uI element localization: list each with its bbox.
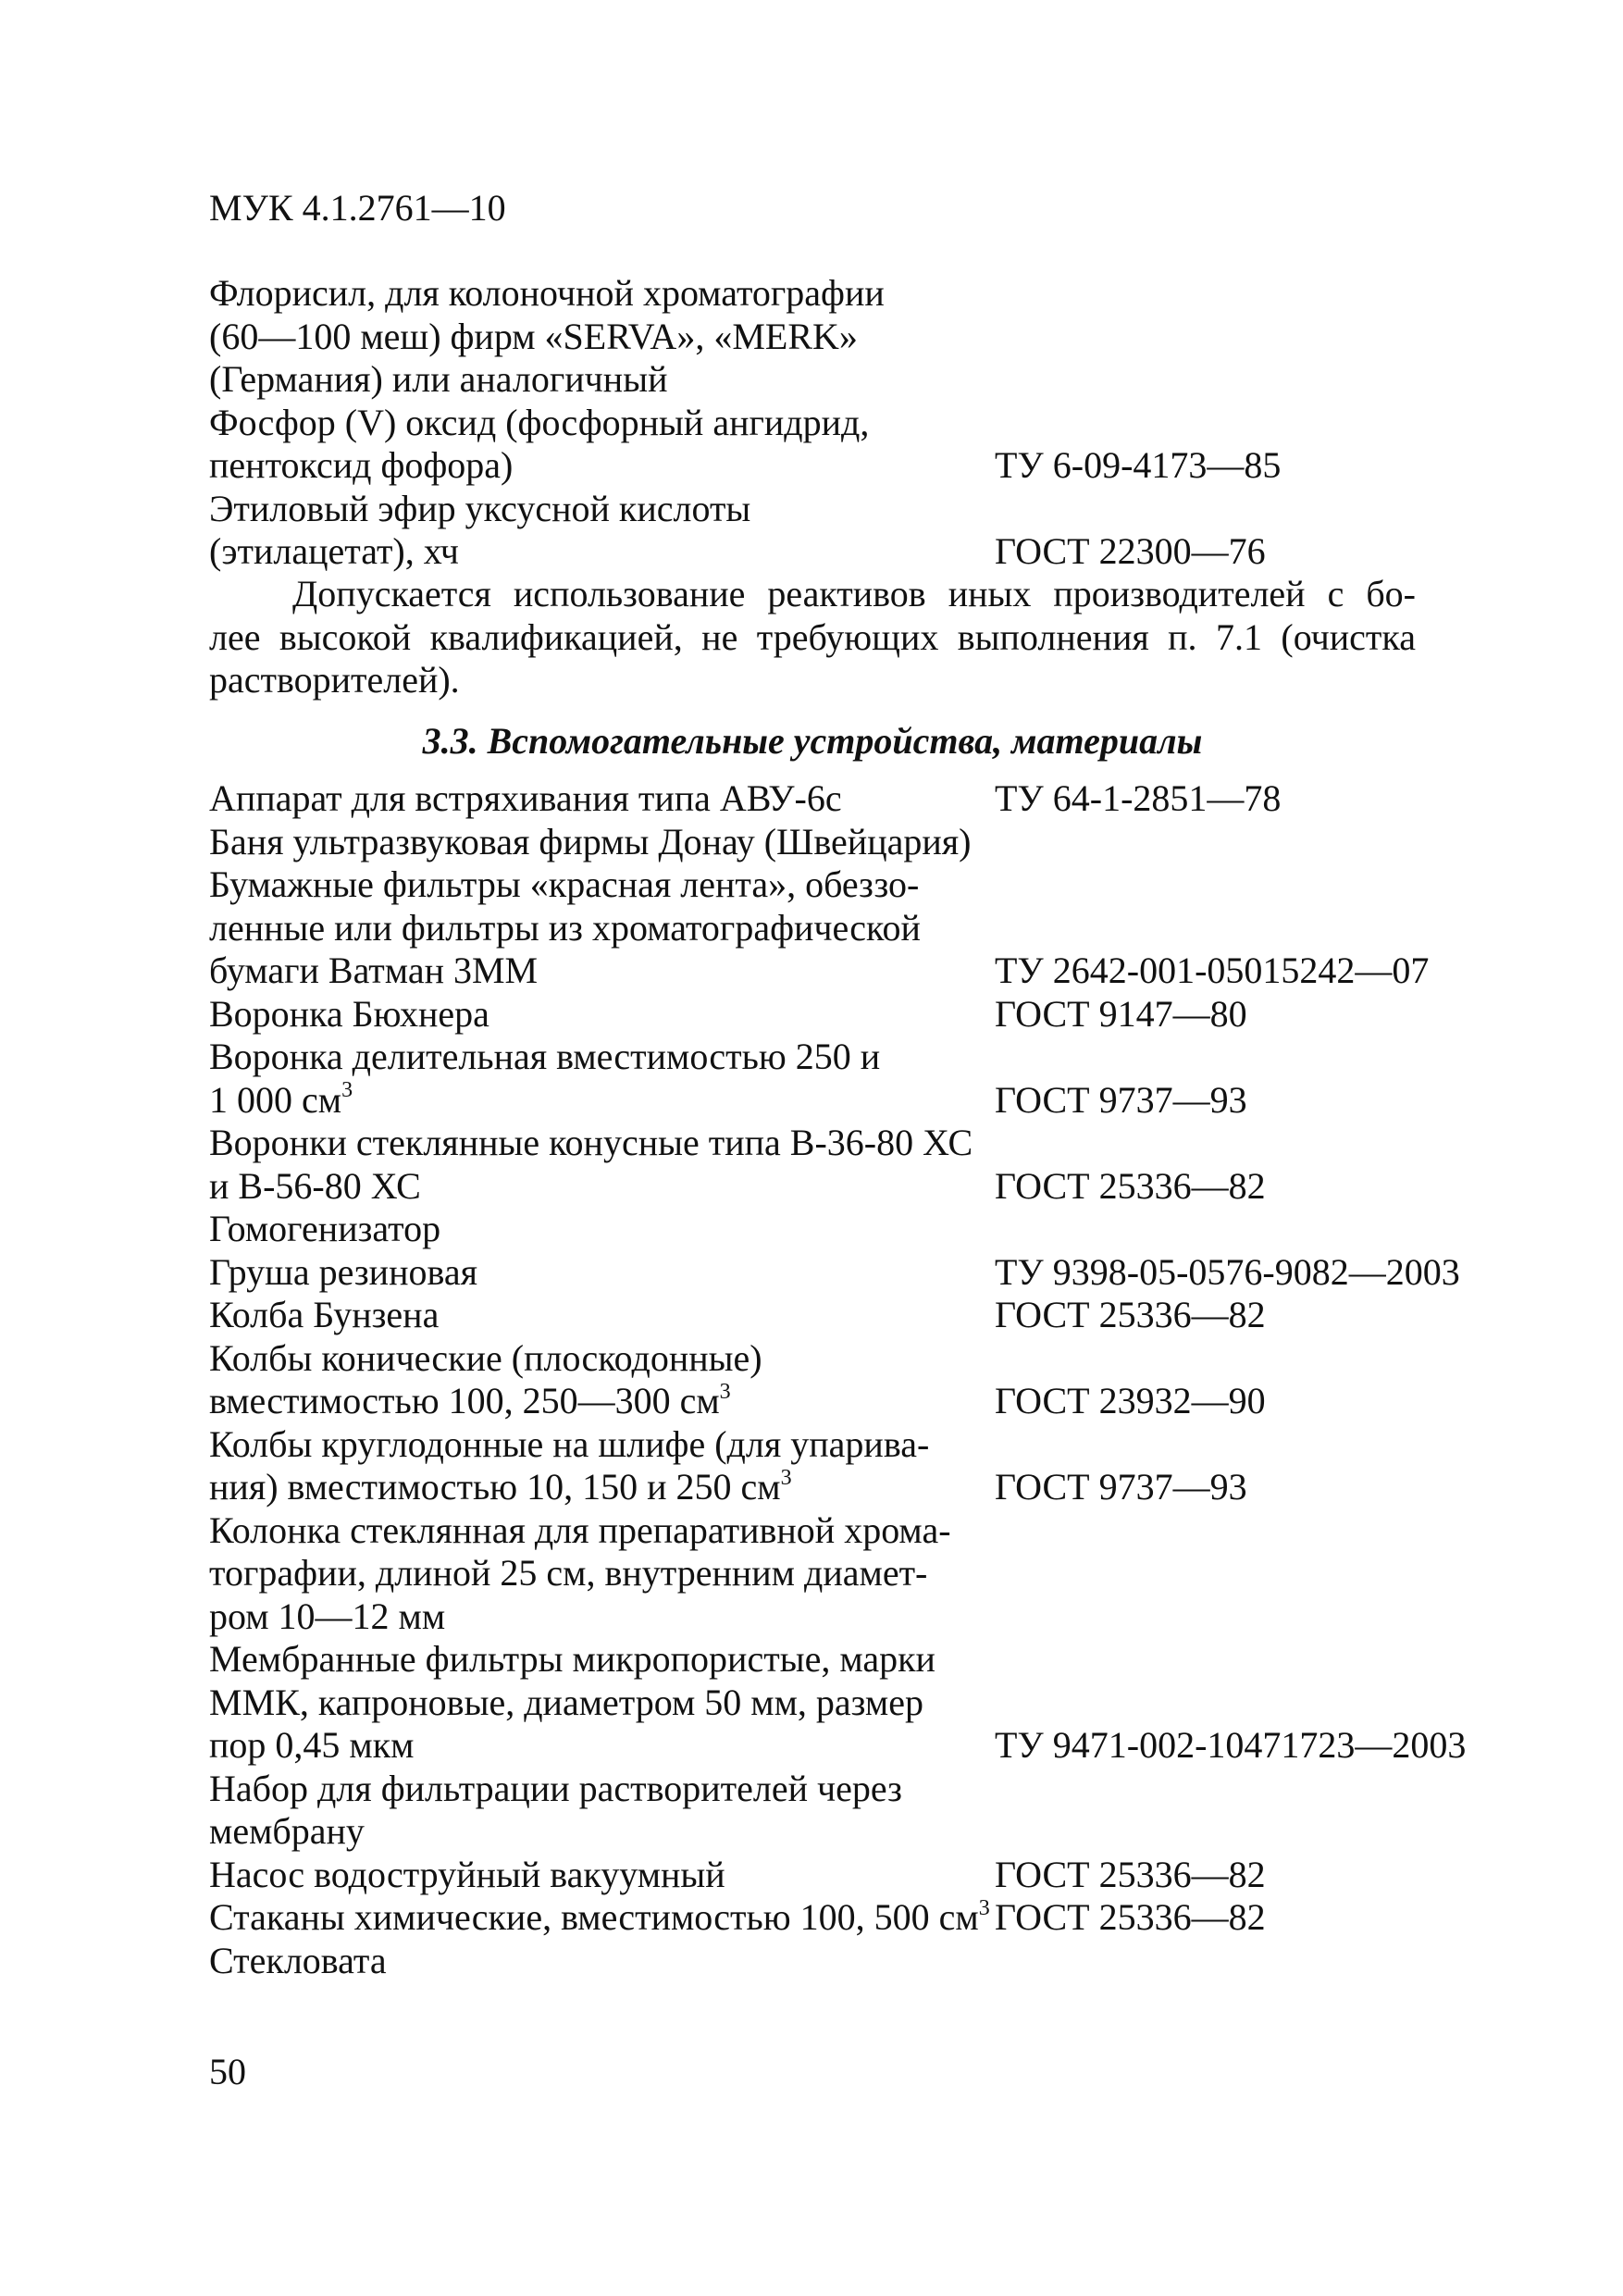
item-name — [209, 821, 1000, 864]
item-line-text: Стаканы химические, вместимостью 100, 500 см — [209, 1896, 979, 1938]
item-line: (Германия) или аналогичный — [209, 358, 668, 400]
item-line: ММК, капроновые, диаметром 50 мм, размер — [209, 1681, 923, 1723]
list-item — [209, 1854, 1449, 1897]
equipment-list — [209, 777, 1467, 1982]
item-standard: ТУ 6-09-4173—85 — [995, 444, 1282, 486]
list-item — [209, 1337, 1449, 1423]
item-line: бумаги Ватман 3ММ — [209, 949, 539, 991]
list-item — [209, 1122, 1449, 1208]
item-standard: ГОСТ 25336—82 — [995, 1853, 1266, 1895]
item-name — [209, 1036, 1000, 1122]
item-line: Флорисил, для колоночной хроматографии — [209, 272, 885, 314]
item-line-text: 1 000 см — [209, 1078, 342, 1121]
item-line-text: ния) вместимостью 10, 150 и 250 см — [209, 1466, 781, 1508]
item-name — [209, 1940, 1000, 1983]
item-line: ром 10—12 мм — [209, 1595, 446, 1637]
item-name — [209, 1509, 1000, 1639]
item-line: пор 0,45 мкм — [209, 1724, 415, 1766]
item-standard: ГОСТ 22300—76 — [995, 530, 1266, 572]
item-standard: ТУ 2642-001-05015242—07 — [995, 949, 1430, 991]
note-line: растворителей). — [209, 659, 460, 701]
item-line: ленные или фильтры из хроматографической — [209, 906, 921, 949]
item-standard: ТУ 9471-002-10471723—2003 — [995, 1724, 1467, 1766]
item-name — [209, 1896, 1000, 1940]
document-code: МУК 4.1.2761—10 — [209, 187, 506, 229]
list-item — [209, 1940, 1449, 1983]
list-item — [209, 1896, 1449, 1940]
item-line: Колбы конические (плоскодонные) — [209, 1336, 762, 1379]
item-name — [209, 488, 1000, 574]
item-line: Мембранные фильтры микропористые, марки — [209, 1638, 935, 1680]
item-line: Насос водоструйный вакуумный — [209, 1853, 725, 1895]
item-line: Набор для фильтрации растворителей через — [209, 1767, 902, 1809]
list-item — [209, 821, 1449, 864]
list-item — [209, 1036, 1449, 1122]
item-line: (60—100 меш) фирм «SERVA», «MERK» — [209, 315, 858, 357]
note-line: лее высокой квалификацией, не требующих выполнения п. 7.1 (очистка — [209, 615, 1416, 658]
item-standard: ГОСТ 25336—82 — [995, 1896, 1266, 1938]
superscript: 3 — [978, 1895, 990, 1920]
list-item — [209, 1294, 1449, 1337]
list-item — [209, 272, 1449, 402]
list-item — [209, 993, 1449, 1036]
item-line — [209, 1466, 1000, 1509]
item-line — [209, 1896, 1000, 1940]
list-item — [209, 1250, 1460, 1295]
item-name — [209, 1423, 1000, 1509]
item-line: Воронка делительная вместимостью 250 и — [209, 1036, 881, 1077]
item-name — [209, 1294, 1000, 1337]
superscript: 3 — [719, 1379, 731, 1404]
item-line: Воронки стеклянные конусные типа В-36-80 ХС — [209, 1122, 973, 1163]
item-name — [209, 1122, 1000, 1208]
list-item — [209, 1509, 1449, 1639]
item-line-text: вместимостью 100, 250—300 см — [209, 1380, 720, 1421]
list-item — [209, 402, 1449, 488]
item-name — [209, 1251, 1000, 1295]
item-standard: ТУ 9398-05-0576-9082—2003 — [995, 1250, 1460, 1293]
note-line: Допускается использование реактивов иных производителей с бо- — [292, 573, 1416, 614]
item-name — [209, 402, 1000, 488]
item-standard: ГОСТ 9737—93 — [995, 1078, 1247, 1121]
item-standard: ТУ 64-1-2851—78 — [995, 777, 1282, 819]
item-name — [209, 1638, 1000, 1768]
list-item — [209, 1423, 1449, 1509]
item-standard: ГОСТ 25336—82 — [995, 1164, 1266, 1207]
item-line: Стекловата — [209, 1939, 387, 1981]
list-item — [209, 1768, 1449, 1854]
item-line: Колбы круглодонные на шлифе (для упарива- — [209, 1422, 930, 1465]
list-item — [209, 488, 1449, 574]
item-standard: ГОСТ 9147—80 — [995, 992, 1247, 1035]
item-standard: ГОСТ 25336—82 — [995, 1294, 1266, 1335]
item-line: пентоксид фофора) — [209, 444, 514, 486]
item-name — [209, 863, 1000, 993]
superscript: 3 — [341, 1078, 353, 1103]
list-item — [209, 1638, 1467, 1768]
list-item — [209, 777, 1449, 821]
item-line: (этилацетат), хч — [209, 530, 459, 572]
reagent-list — [209, 272, 1449, 574]
item-line: Фосфор (V) оксид (фосфорный ангидрид, — [209, 401, 870, 443]
list-item — [209, 1208, 1449, 1251]
item-name — [209, 777, 1000, 821]
section-heading: 3.3. Вспомогательные устройства, материалы — [422, 720, 1203, 762]
item-line — [209, 1079, 1000, 1123]
item-line — [209, 1380, 1000, 1423]
item-name — [209, 1337, 1000, 1423]
item-name — [209, 993, 1000, 1036]
item-name — [209, 1768, 1000, 1854]
page-number: 50 — [209, 2051, 246, 2092]
item-line: Гомогенизатор — [209, 1208, 441, 1249]
item-line: мембрану — [209, 1810, 365, 1852]
item-name — [209, 1854, 1000, 1897]
item-line: и В-56-80 ХС — [209, 1164, 421, 1207]
item-line: Колонка стеклянная для препаративной хрома- — [209, 1508, 951, 1551]
item-standard: ГОСТ 9737—93 — [995, 1466, 1247, 1508]
item-line: Колба Бунзена — [209, 1294, 440, 1335]
item-line: тографии, длиной 25 см, внутренним диамет- — [209, 1552, 928, 1594]
item-line: Груша резиновая — [209, 1250, 477, 1293]
superscript: 3 — [780, 1465, 792, 1490]
item-line: Баня ультразвуковая фирмы Донау (Швейцария) — [209, 820, 972, 863]
list-item — [209, 863, 1449, 993]
item-name — [209, 272, 1000, 402]
item-line: Этиловый эфир уксусной кислоты — [209, 487, 751, 529]
item-line: Воронка Бюхнера — [209, 992, 489, 1035]
note-paragraph — [209, 573, 1416, 702]
item-line: Бумажные фильтры «красная лента», обеззо- — [209, 863, 920, 905]
item-line: Аппарат для встряхивания типа АВУ-6с — [209, 777, 842, 819]
item-name — [209, 1208, 1000, 1251]
item-standard: ГОСТ 23932—90 — [995, 1380, 1266, 1421]
